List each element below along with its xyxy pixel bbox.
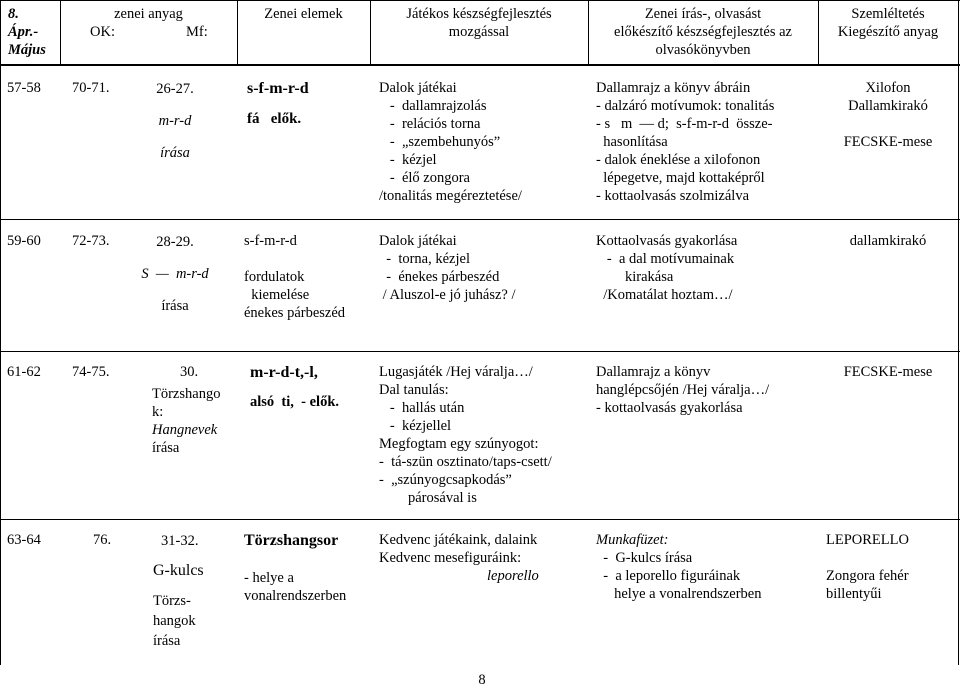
row2-games: Dalok játékai - torna, kézjel - énekes párbeszéd / Aluszol-e jó juhász? / <box>379 233 516 303</box>
header-mf: Mf: <box>186 24 208 40</box>
rule-header-bottom <box>0 64 960 66</box>
row1-games: Dalok játékai - dallamrajzolás - relációs torna - „szembehunyós” - kézjel - élő zongora /tonalitás megéreztetése/ <box>379 80 522 204</box>
row3-elems: m-r-d-t,-l, alsó ti, - elők. <box>250 364 340 410</box>
row4-mf: 31-32. G-kulcs Törzs- hangok írása <box>153 533 204 649</box>
page-number: 8 <box>478 672 486 688</box>
row4-elems: Törzshangsor - helye a vonalrendszerben <box>244 532 347 604</box>
row3-lesson: 61-62 <box>7 364 41 380</box>
header-zenei-anyag: zenei anyag <box>114 6 183 22</box>
rule-row-1 <box>0 219 960 220</box>
row1-elems: s-f-m-r-d fá elők. <box>247 80 309 127</box>
rule-left <box>0 0 1 665</box>
row1-mf: 26-27. m-r-d írása <box>156 81 194 161</box>
row3-reading: Dallamrajz a könyv hanglépcsőjén /Hej váralja…/ - kottaolvasás gyakorlása <box>596 364 770 416</box>
rule-row-2 <box>0 351 960 352</box>
rule-row-3 <box>0 519 960 520</box>
header-reading: Zenei írás-, olvasást előkészítő készségfejlesztés az olvasókönyvben <box>614 6 792 58</box>
row4-lesson: 63-64 <box>7 532 41 548</box>
row4-extra: LEPORELLO Zongora fehér billentyűi <box>826 532 909 602</box>
header-month: 8. Ápr.- Május <box>8 6 46 58</box>
header-extra: Szemléltetés Kiegészítő anyag <box>837 6 939 40</box>
row1-reading: Dallamrajz a könyv ábráin - dalzáró motívumok: tonalitás - s m — d; s-f-m-r-d össze- hasonlítása - dalok éneklése a xilofonon lépegetve, majd kottaképről - kottaolvasás szolmizálva <box>596 80 775 204</box>
row4-games: Kedvenc játékaink, dalaink Kedvenc mesefiguráink: leporello <box>379 532 539 584</box>
row4-reading: Munkafüzet: - G-kulcs írása - a leporello figuráinak helye a vonalrendszerben <box>596 532 762 602</box>
row1-extra: Xilofon Dallamkirakó FECSKE-mese <box>843 80 933 150</box>
row3-extra: FECSKE-mese <box>843 364 933 380</box>
row2-ok: 72-73. <box>72 233 110 249</box>
row2-lesson: 59-60 <box>7 233 41 249</box>
header-zenei-elemek: Zenei elemek <box>264 6 343 22</box>
row3-games: Lugasjáték /Hej váralja…/ Dal tanulás: - hallás után - kézjellel Megfogtam egy szúnyogot: - tá-szün osztinato/taps-csett/ - „szúnyogcsapkodás” párosával is <box>379 364 552 506</box>
row2-elems: s-f-m-r-d fordulatok kiemelése énekes párbeszéd <box>244 233 346 321</box>
row1-lesson: 57-58 <box>7 80 41 96</box>
row2-reading: Kottaolvasás gyakorlása - a dal motívumainak kirakása /Komatálat hoztam…/ <box>596 233 738 303</box>
row4-ok: 76. <box>93 532 112 548</box>
row2-mf: 28-29. S — m-r-d írása <box>141 234 209 314</box>
row1-ok: 70-71. <box>72 80 110 96</box>
header-games: Játékos készségfejlesztés mozgással <box>406 6 552 40</box>
header-ok: OK: <box>90 24 115 40</box>
row2-extra: dallamkirakó <box>849 233 927 249</box>
row3-mf: 30. Törzshango k: Hangnevek írása <box>152 364 221 456</box>
rule-top <box>0 0 960 1</box>
rule-right <box>958 0 959 665</box>
row3-ok: 74-75. <box>72 364 110 380</box>
